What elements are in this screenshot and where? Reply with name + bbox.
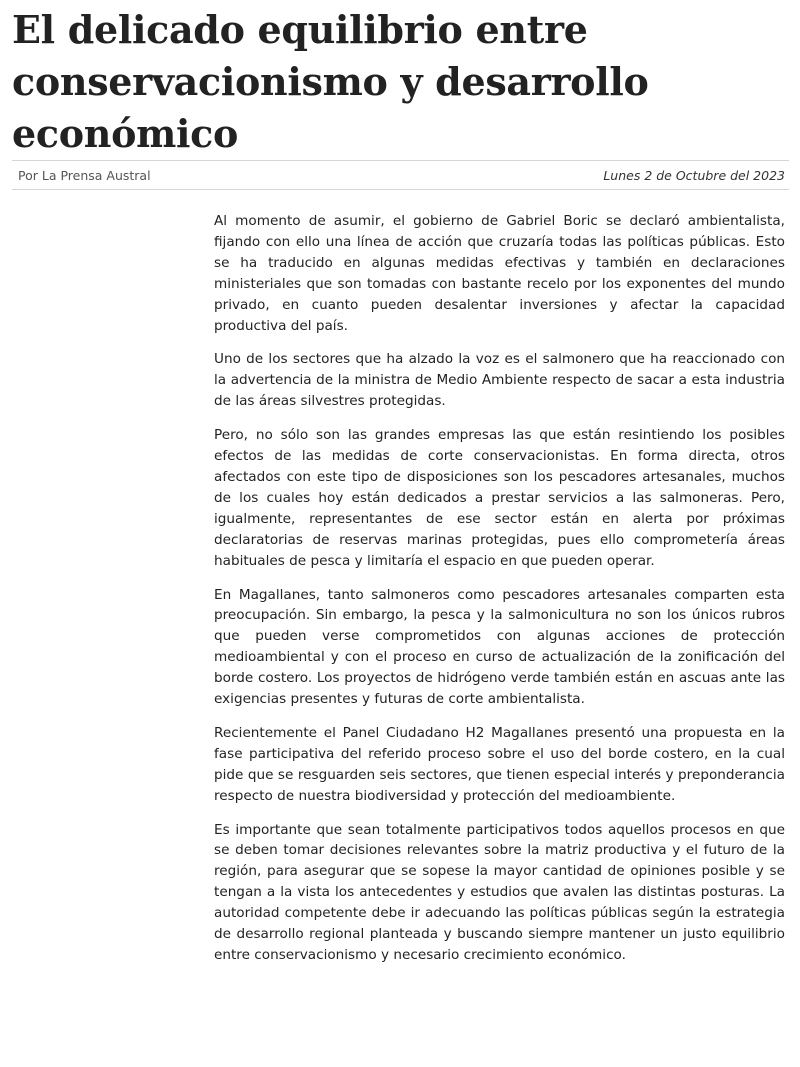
- article-date: Lunes 2 de Octubre del 2023: [603, 168, 785, 183]
- article-title: El delicado equilibrio entre conservacionismo y desarrollo económico: [12, 7, 649, 156]
- article-paragraph: Al momento de asumir, el gobierno de Gabriel Boric se declaró ambientalista, fijando con ello una línea de acción que cruzaría todas las políticas públicas. Esto se ha traducido en algunas medidas efectivas y también en declaraciones ministeriales que son tomadas con bastante recelo por los exponentes del mundo privado, en cuanto pueden desalentar inversiones y afectar la capacidad productiva del país.: [214, 213, 785, 334]
- article-paragraph: Es importante que sean totalmente participativos todos aquellos procesos en que se deben tomar decisiones relevantes sobre la matriz productiva y el futuro de la región, para asegurar que se sopese la mayor cantidad de opiniones posible y se tengan a la vista los antecedentes y estudios que avalen las distintas posturas. La autoridad competente debe ir adecuando las políticas públicas según la estrategia de desarrollo regional planteada y buscando siempre mantener un justo equilibrio entre conservacionismo y necesario crecimiento económico.: [214, 821, 785, 963]
- article-paragraph: Uno de los sectores que ha alzado la voz es el salmonero que ha reaccionado con la advertencia de la ministra de Medio Ambiente respecto de sacar a esta industria de las áreas silvestres protegidas.: [214, 351, 785, 410]
- article-paragraph: En Magallanes, tanto salmoneros como pescadores artesanales comparten esta preocupación. Sin embargo, la pesca y la salmonicultura no son los únicos rubros que pueden verse comprometidos con algunas acciones de protección medioambiental y con el proceso en curso de actualización de la zonificación del borde costero. Los proyectos de hidrógeno verde también están en ascuas ante las exigencias presentes y futuras de corte ambientalista.: [214, 586, 785, 708]
- article-body: [214, 211, 785, 979]
- article-paragraph: Recientemente el Panel Ciudadano H2 Magallanes presentó una propuesta en la fase participativa del referido proceso sobre el uso del borde costero, en la cual pide que se resguarden seis sectores, que tienen especial interés y preponderancia respecto de nuestra biodiversidad y protección del medioambiente.: [214, 724, 785, 804]
- article-paragraph: Pero, no sólo son las grandes empresas las que están resintiendo los posibles efectos de las medidas de corte conservacionistas. En forma directa, otros afectados con este tipo de disposiciones son los pescadores artesanales, muchos de los cuales hoy están dedicados a prestar servicios a las salmoneras. Pero, igualmente, representantes de ese sector están en alerta por próximas declaratorias de reservas marinas protegidas, pues ello comprometería áreas habituales de pesca y limitaría el espacio en que pueden operar.: [214, 427, 785, 569]
- article-author: Por La Prensa Austral: [18, 168, 151, 183]
- byline-bar: [12, 160, 789, 190]
